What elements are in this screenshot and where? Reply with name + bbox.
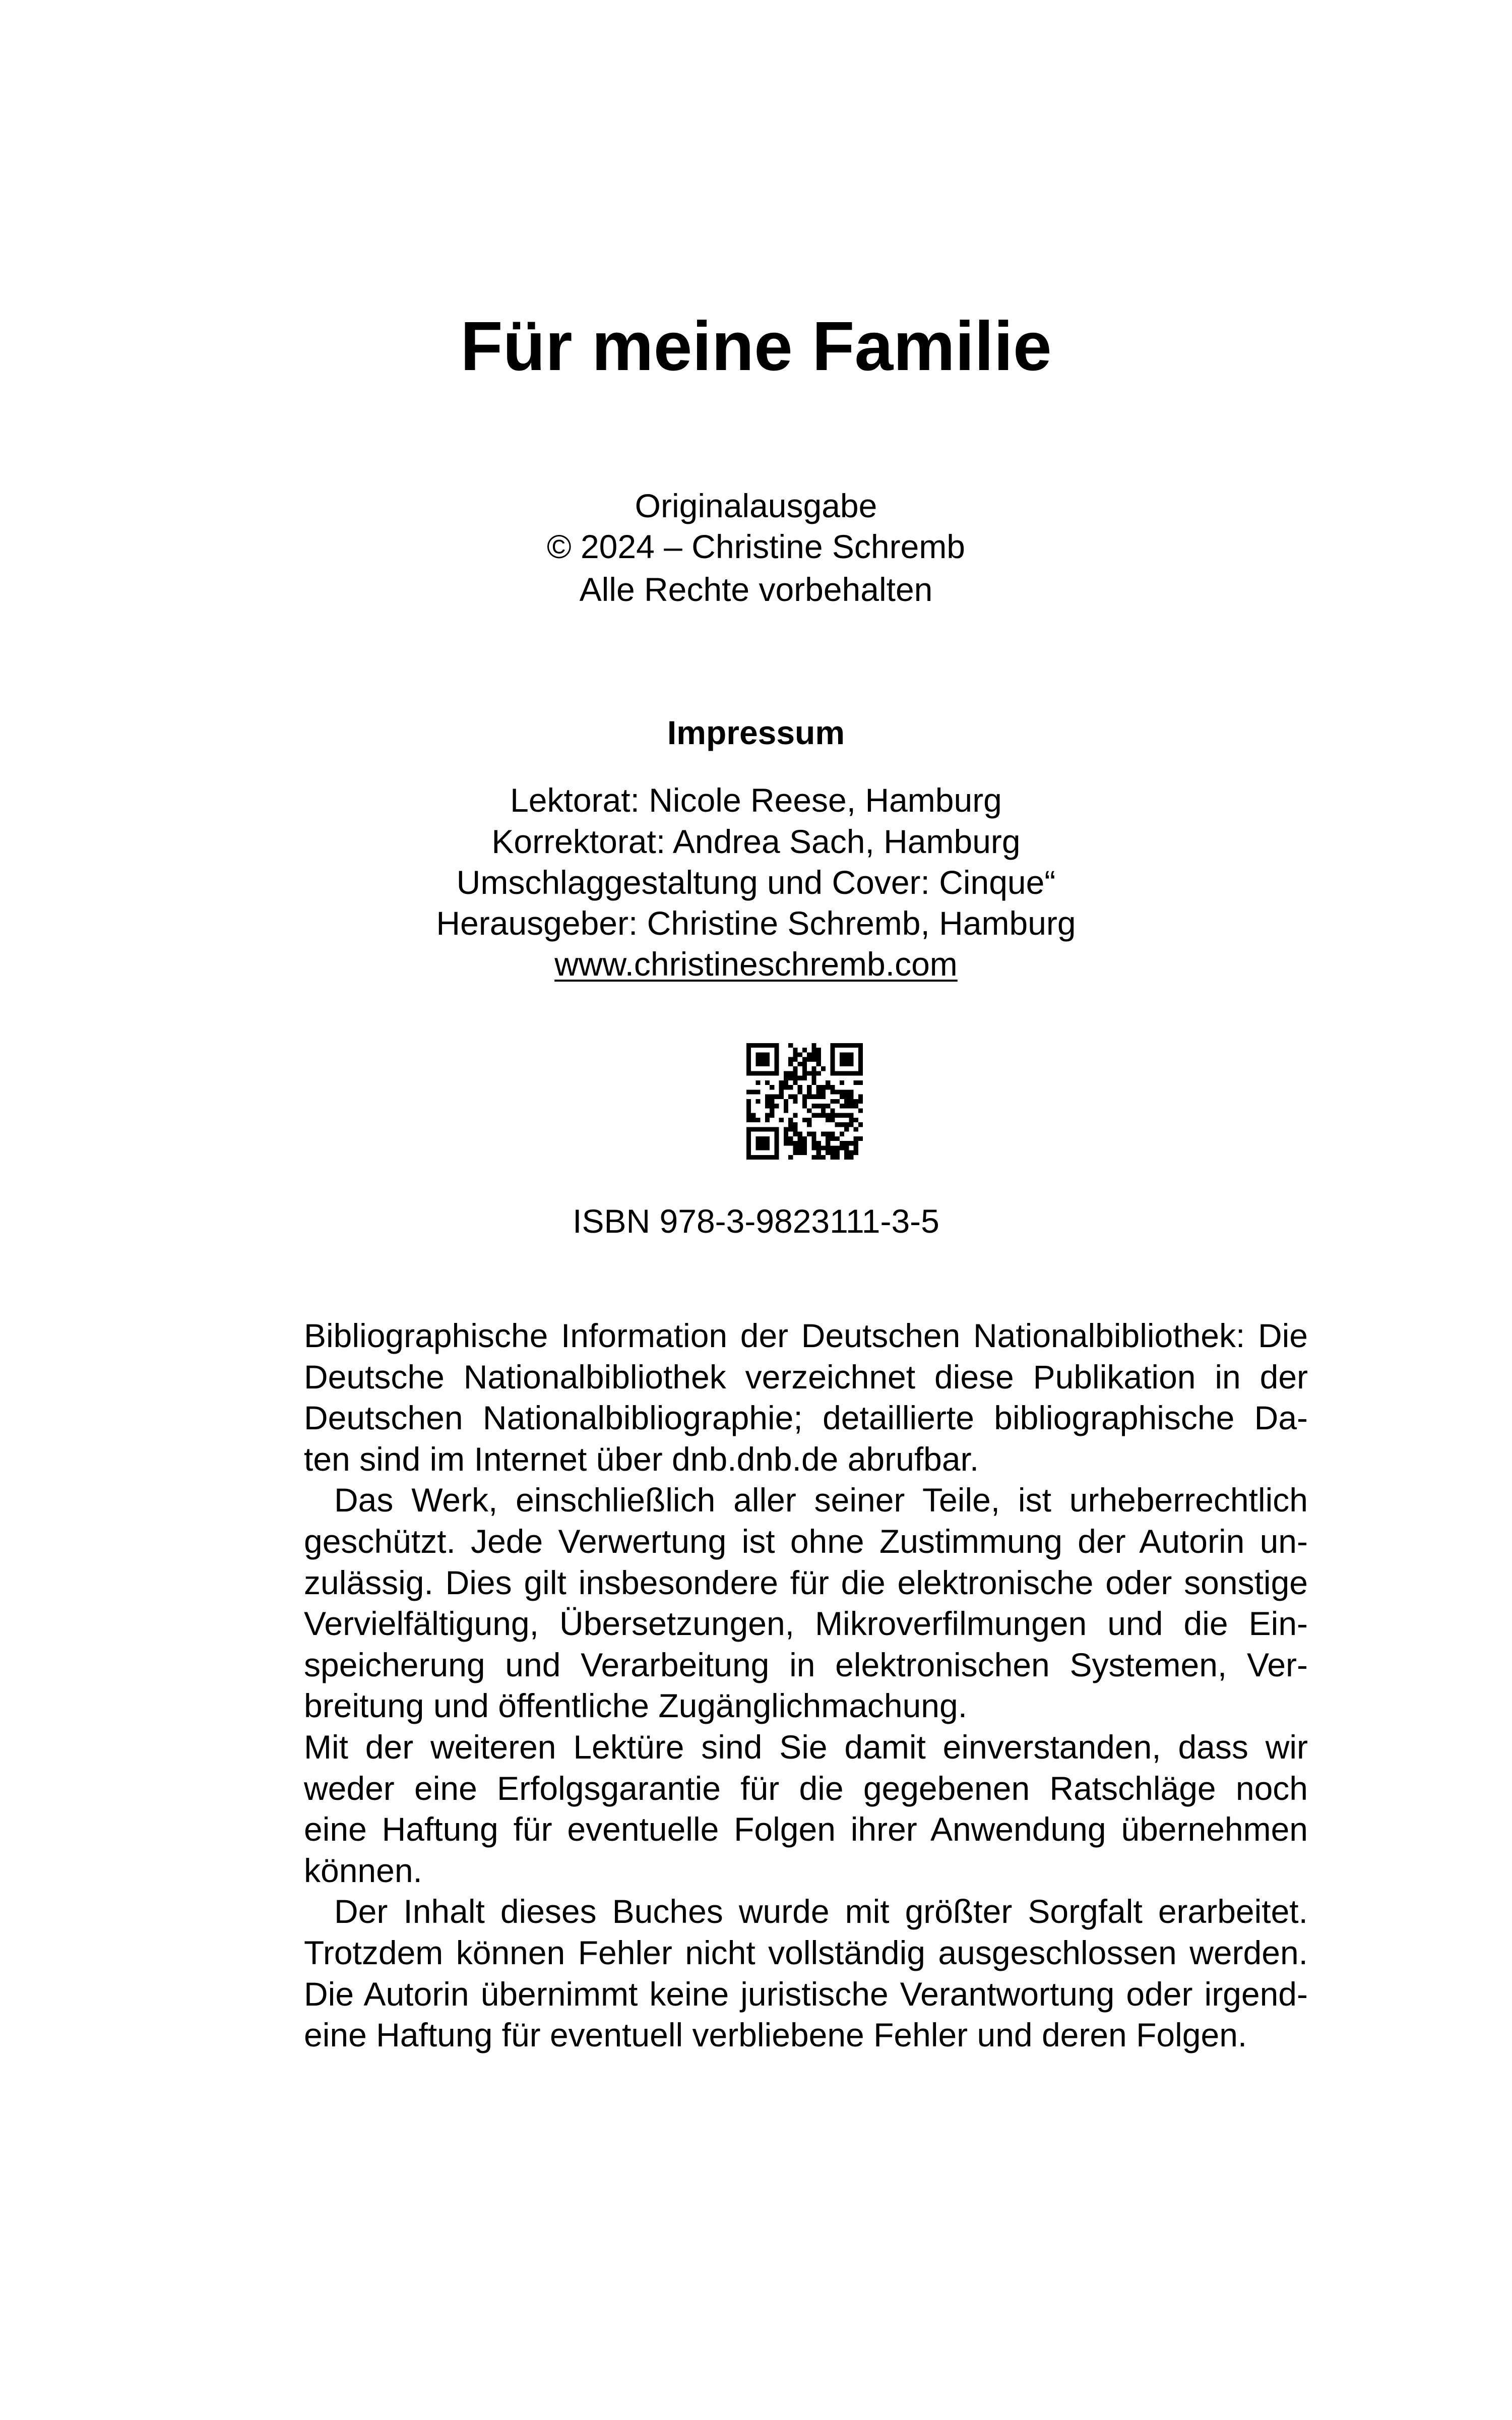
legal-notice: [304, 1315, 1308, 2056]
legal-line: zulässig. Dies gilt insbesondere für die elektronische oder sonstige: [304, 1563, 1308, 1601]
copyright-line: © 2024 – Christine Schremb: [546, 528, 966, 565]
legal-line: Bibliographische Information der Deutschen Nationalbibliothek: Die: [304, 1317, 1308, 1354]
legal-line: Trotzdem können Fehler nicht vollständig ausgeschlossen werden.: [304, 1933, 1308, 1971]
legal-line: ten sind im Internet über dnb.dnb.de abrufbar.: [304, 1440, 979, 1478]
website-link[interactable]: www.christineschremb.com: [554, 945, 958, 983]
legal-line: Deutschen Nationalbibliographie; detaillierte bibliographische Da-: [304, 1399, 1308, 1437]
rights-reserved: Alle Rechte vorbehalten: [579, 571, 933, 608]
legal-line: können.: [304, 1851, 422, 1889]
legal-line: Deutsche Nationalbibliothek verzeichnet diese Publikation in der: [304, 1358, 1308, 1396]
legal-line: Die Autorin übernimmt keine juristische Verantwortung oder irgend-: [304, 1975, 1308, 2013]
isbn: ISBN 978-3-9823111-3-5: [573, 1202, 939, 1240]
legal-line: Der Inhalt dieses Buches wurde mit größter Sorgfalt erarbeitet.: [334, 1893, 1308, 1930]
legal-line: Das Werk, einschließlich aller seiner Teile, ist urheberrechtlich: [334, 1481, 1308, 1519]
lektorat-line: Lektorat: Nicole Reese, Hamburg: [510, 781, 1002, 819]
korrektorat-line: Korrektorat: Andrea Sach, Hamburg: [491, 823, 1021, 860]
legal-line: eine Haftung für eventuell verbliebene Fehler und deren Folgen.: [304, 2016, 1247, 2054]
legal-line: breitung und öffentliche Zugänglichmachung.: [304, 1687, 968, 1725]
legal-line: Vervielfältigung, Übersetzungen, Mikroverfilmungen und die Ein-: [304, 1605, 1308, 1643]
qr-code-icon: [746, 1043, 863, 1160]
legal-line: Mit der weiteren Lektüre sind Sie damit einverstanden, dass wir: [304, 1728, 1308, 1766]
publisher-line: Herausgeber: Christine Schremb, Hamburg: [436, 904, 1076, 942]
dedication-title: Für meine Familie: [460, 308, 1052, 385]
impressum-heading: Impressum: [667, 714, 845, 751]
edition-label: Originalausgabe: [635, 487, 877, 524]
legal-line: speicherung und Verarbeitung in elektronischen Systemen, Ver-: [304, 1646, 1308, 1683]
legal-line: weder eine Erfolgsgarantie für die gegebenen Ratschläge noch: [304, 1769, 1308, 1807]
legal-line: eine Haftung für eventuelle Folgen ihrer Anwendung übernehmen: [304, 1810, 1308, 1848]
cover-line: Umschlaggestaltung und Cover: Cinque“: [456, 864, 1056, 901]
legal-line: geschützt. Jede Verwertung ist ohne Zustimmung der Autorin un-: [304, 1522, 1308, 1560]
